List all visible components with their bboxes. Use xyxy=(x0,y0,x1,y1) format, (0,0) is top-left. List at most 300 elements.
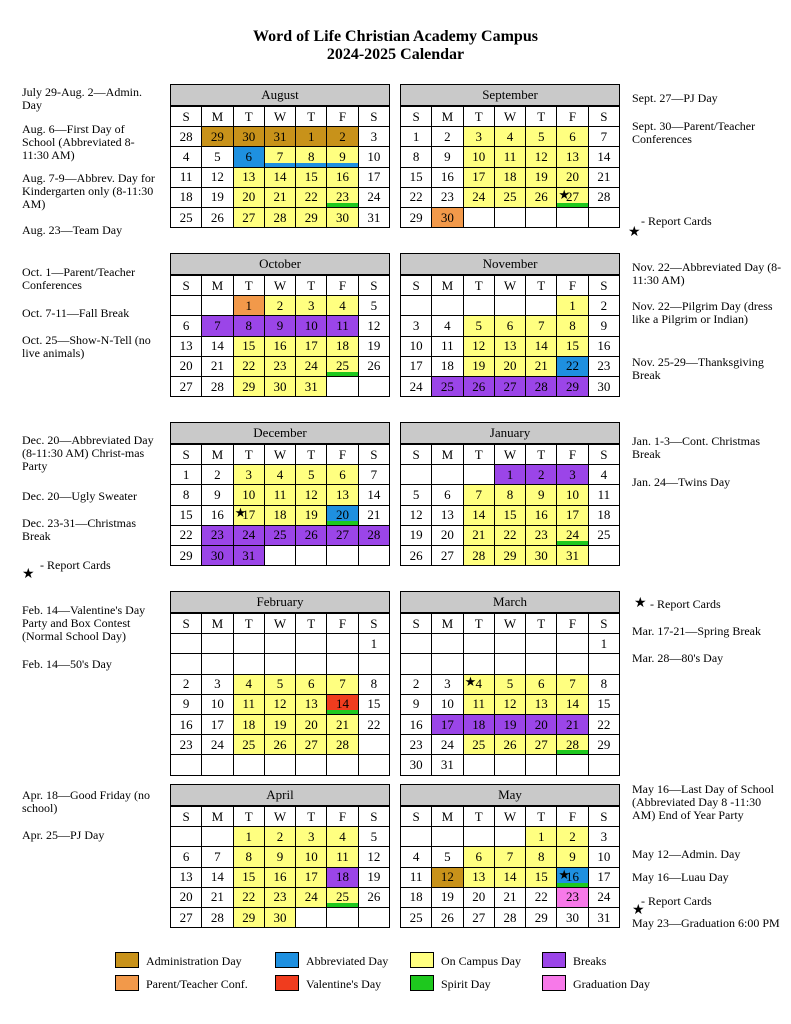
day-cell xyxy=(171,167,202,187)
day-number: 25 xyxy=(179,209,193,225)
day-cell xyxy=(494,827,525,847)
day-number: 17 xyxy=(440,716,454,732)
day-cell xyxy=(463,167,494,187)
day-cell xyxy=(557,207,588,227)
day-cell xyxy=(526,634,557,654)
weekday-label: F xyxy=(557,445,588,465)
day-number: 9 xyxy=(276,317,284,333)
day-cell xyxy=(432,887,463,907)
day-cell xyxy=(358,847,389,867)
day-cell xyxy=(264,127,295,147)
day-cell xyxy=(463,867,494,887)
day-number: 26 xyxy=(409,547,423,563)
day-cell xyxy=(327,316,358,336)
note-dec-abbrev: Dec. 20—Abbreviated Day (8-11:30 AM) Christ-mas Party xyxy=(22,433,154,473)
day-number: 3 xyxy=(370,128,378,144)
day-cell xyxy=(557,127,588,147)
day-cell xyxy=(526,296,557,316)
legend-swatch xyxy=(115,952,139,968)
note-nov-abbrev: Nov. 22—Abbreviated Day (8-11:30 AM) xyxy=(632,260,782,287)
day-cell xyxy=(358,867,389,887)
weekday-label: M xyxy=(432,445,463,465)
day-number: 25 xyxy=(273,527,287,543)
day-number: 10 xyxy=(304,848,318,864)
day-number: 17 xyxy=(367,169,381,185)
day-number: 7 xyxy=(569,676,576,692)
day-cell xyxy=(296,887,327,907)
day-cell xyxy=(327,465,358,485)
day-cell xyxy=(588,735,619,755)
weekday-label: F xyxy=(557,276,588,296)
day-cell xyxy=(327,735,358,755)
month-header: March xyxy=(400,591,620,613)
weekday-label: S xyxy=(171,107,202,127)
week-row xyxy=(401,827,620,847)
legend-label: Abbreviated Day xyxy=(306,954,389,968)
day-cell xyxy=(557,545,588,565)
day-cell xyxy=(202,887,233,907)
week-row xyxy=(171,755,390,775)
day-cell xyxy=(296,867,327,887)
day-cell xyxy=(401,296,432,316)
day-cell xyxy=(171,735,202,755)
day-number: 15 xyxy=(566,338,580,354)
day-cell xyxy=(526,827,557,847)
month-may xyxy=(400,784,620,928)
day-number: 14 xyxy=(210,869,224,885)
weekday-label: F xyxy=(327,276,358,296)
day-number: 28 xyxy=(273,209,287,225)
day-cell xyxy=(401,735,432,755)
weekday-label: T xyxy=(296,807,327,827)
day-cell xyxy=(432,127,463,147)
week-row xyxy=(401,755,620,775)
day-cell xyxy=(264,714,295,734)
day-cell xyxy=(327,356,358,376)
day-cell xyxy=(264,907,295,927)
note-mar-spring: Mar. 17-21—Spring Break xyxy=(632,624,761,638)
month-april xyxy=(170,784,390,928)
day-number: 1 xyxy=(308,128,315,144)
day-number: 2 xyxy=(276,828,284,844)
week-row xyxy=(401,545,620,565)
day-number: 22 xyxy=(179,527,193,543)
note-sep-pj: Sept. 27—PJ Day xyxy=(632,91,718,105)
month-header: October xyxy=(170,253,390,275)
legend-swatch xyxy=(275,952,299,968)
day-cell xyxy=(526,907,557,927)
day-cell xyxy=(202,207,233,227)
day-cell xyxy=(296,847,327,867)
day-cell xyxy=(264,356,295,376)
day-number: 2 xyxy=(538,466,545,482)
day-cell xyxy=(327,376,358,396)
day-number: 28 xyxy=(534,378,548,394)
weekday-label: S xyxy=(358,276,389,296)
day-cell xyxy=(358,714,389,734)
week-row xyxy=(401,654,620,674)
week-row xyxy=(171,376,390,396)
day-cell xyxy=(432,356,463,376)
week-row xyxy=(401,127,620,147)
day-cell xyxy=(432,485,463,505)
week-row xyxy=(171,147,390,167)
day-cell xyxy=(296,376,327,396)
day-cell xyxy=(526,694,557,714)
week-row xyxy=(401,505,620,525)
day-cell xyxy=(463,525,494,545)
weekday-label: T xyxy=(296,614,327,634)
day-cell xyxy=(588,714,619,734)
day-cell xyxy=(463,187,494,207)
day-cell xyxy=(233,505,264,525)
week-row xyxy=(401,316,620,336)
day-cell xyxy=(171,907,202,927)
day-cell xyxy=(233,694,264,714)
week-row xyxy=(401,867,620,887)
weekday-row xyxy=(401,807,620,827)
day-number: 1 xyxy=(538,828,545,844)
day-number: 7 xyxy=(339,676,346,692)
note-oct-ptc: Oct. 1—Parent/Teacher Conferences xyxy=(22,265,136,292)
day-number: 9 xyxy=(339,148,346,164)
day-number: 28 xyxy=(367,527,381,543)
weekday-label: W xyxy=(264,276,295,296)
day-number: 12 xyxy=(440,869,454,885)
day-cell xyxy=(494,296,525,316)
day-cell xyxy=(171,187,202,207)
week-row xyxy=(171,167,390,187)
day-number: 9 xyxy=(538,486,545,502)
note-may-graduation: May 23—Graduation 6:00 PM xyxy=(632,916,780,930)
day-cell xyxy=(401,674,432,694)
day-cell xyxy=(401,887,432,907)
week-row xyxy=(171,827,390,847)
weekday-label: S xyxy=(358,807,389,827)
day-number: 11 xyxy=(336,317,349,333)
weekday-label: T xyxy=(233,807,264,827)
day-number: 8 xyxy=(600,676,608,692)
weekday-label: T xyxy=(526,445,557,465)
day-number: 14 xyxy=(210,338,224,354)
day-number: 23 xyxy=(534,527,548,543)
day-cell xyxy=(494,485,525,505)
day-cell xyxy=(557,887,588,907)
week-row xyxy=(171,296,390,316)
day-number: 5 xyxy=(276,676,284,692)
day-number: 9 xyxy=(569,848,576,864)
day-number: 20 xyxy=(503,358,517,374)
weekday-label: S xyxy=(588,107,619,127)
day-cell xyxy=(588,827,619,847)
day-number: 22 xyxy=(534,889,548,905)
day-cell xyxy=(588,336,619,356)
day-number: 26 xyxy=(503,736,517,752)
day-cell xyxy=(264,634,295,654)
day-number: 15 xyxy=(304,169,318,185)
day-number: 13 xyxy=(503,338,517,354)
weekday-row xyxy=(171,276,390,296)
day-number: 1 xyxy=(370,635,378,651)
day-number: 6 xyxy=(308,676,315,692)
day-cell xyxy=(264,147,295,167)
day-cell xyxy=(264,376,295,396)
day-number: 11 xyxy=(597,486,611,502)
day-number: 27 xyxy=(566,189,580,205)
day-cell xyxy=(358,735,389,755)
day-number: 13 xyxy=(336,486,350,502)
day-number: 20 xyxy=(440,527,454,543)
weekday-label: F xyxy=(327,614,358,634)
day-cell xyxy=(494,127,525,147)
day-cell xyxy=(202,545,233,565)
day-number: 28 xyxy=(210,378,224,394)
day-cell xyxy=(432,465,463,485)
day-cell xyxy=(463,545,494,565)
day-cell xyxy=(296,127,327,147)
day-number: 16 xyxy=(273,869,287,885)
day-number: 18 xyxy=(242,716,256,732)
day-number: 8 xyxy=(245,848,252,864)
day-cell xyxy=(494,336,525,356)
week-row xyxy=(171,847,390,867)
day-number: 28 xyxy=(210,909,224,925)
day-cell xyxy=(327,207,358,227)
day-number: 9 xyxy=(276,848,284,864)
day-cell xyxy=(494,674,525,694)
day-number: 6 xyxy=(245,148,252,164)
week-row xyxy=(171,316,390,336)
day-number: 18 xyxy=(336,338,350,354)
day-number: 2 xyxy=(214,466,221,482)
day-number: 15 xyxy=(242,338,256,354)
day-cell xyxy=(526,336,557,356)
weekday-row xyxy=(401,445,620,465)
day-number: 8 xyxy=(506,486,514,502)
day-cell xyxy=(401,505,432,525)
day-cell xyxy=(557,634,588,654)
day-number: 28 xyxy=(503,909,517,925)
weekday-label: T xyxy=(233,276,264,296)
day-cell xyxy=(494,694,525,714)
day-number: 25 xyxy=(409,909,423,925)
day-cell xyxy=(171,336,202,356)
day-cell xyxy=(494,634,525,654)
weekday-label: S xyxy=(588,276,619,296)
page-title xyxy=(0,28,791,64)
day-cell xyxy=(264,485,295,505)
month-header: November xyxy=(400,253,620,275)
day-cell xyxy=(296,525,327,545)
day-number: 31 xyxy=(440,756,454,772)
day-number: 11 xyxy=(336,848,349,864)
weekday-label: S xyxy=(588,614,619,634)
note-may-last-day: May 16—Last Day of School (Abbreviated Day 8 -11:30 AM) End of Year Party xyxy=(632,782,774,822)
legend-label: Breaks xyxy=(573,954,607,968)
day-cell xyxy=(327,127,358,147)
day-number: 24 xyxy=(304,358,318,374)
day-number: 19 xyxy=(409,527,423,543)
day-cell xyxy=(588,376,619,396)
day-cell xyxy=(233,465,264,485)
day-cell xyxy=(588,207,619,227)
day-number: 4 xyxy=(475,676,482,692)
week-row xyxy=(171,887,390,907)
day-number: 26 xyxy=(367,889,381,905)
day-cell xyxy=(432,827,463,847)
day-cell xyxy=(296,827,327,847)
day-number: 1 xyxy=(600,635,608,651)
day-cell xyxy=(526,867,557,887)
weekday-label: S xyxy=(171,807,202,827)
day-number: 10 xyxy=(242,486,256,502)
day-number: 23 xyxy=(273,889,287,905)
day-number: 2 xyxy=(276,297,284,313)
month-november xyxy=(400,253,620,397)
weekday-label: M xyxy=(432,614,463,634)
day-number: 30 xyxy=(534,547,548,563)
day-cell xyxy=(171,867,202,887)
day-cell xyxy=(526,127,557,147)
day-number: 4 xyxy=(245,676,252,692)
day-cell xyxy=(463,887,494,907)
day-cell xyxy=(296,336,327,356)
day-number: 20 xyxy=(472,889,486,905)
day-cell xyxy=(463,127,494,147)
day-cell xyxy=(401,485,432,505)
weekday-label: T xyxy=(526,276,557,296)
day-cell xyxy=(526,187,557,207)
note-jan-break: Jan. 1-3—Cont. Christmas Break xyxy=(632,434,760,461)
day-number: 19 xyxy=(534,169,548,185)
weekday-label: S xyxy=(401,107,432,127)
day-number: 28 xyxy=(597,189,611,205)
day-number: 29 xyxy=(210,128,224,144)
day-cell xyxy=(526,465,557,485)
month-grid xyxy=(170,106,390,228)
day-cell xyxy=(171,207,202,227)
note-dec-report: - Report Cards xyxy=(40,558,111,572)
day-cell xyxy=(463,465,494,485)
day-cell xyxy=(432,755,463,775)
month-grid xyxy=(400,106,620,228)
day-number: 9 xyxy=(182,696,190,712)
day-number: 21 xyxy=(336,716,350,732)
note-aug-first-day: Aug. 6—First Day of School (Abbreviated 8-11:30 AM) xyxy=(22,122,135,162)
day-number: 6 xyxy=(182,317,190,333)
day-cell xyxy=(202,296,233,316)
weekday-row xyxy=(401,614,620,634)
day-cell xyxy=(588,147,619,167)
day-number: 18 xyxy=(597,507,611,523)
day-number: 21 xyxy=(472,527,486,543)
star-icon: ★ xyxy=(632,903,645,918)
day-cell xyxy=(202,755,233,775)
day-number: 20 xyxy=(304,716,318,732)
weekday-label: T xyxy=(233,445,264,465)
day-number: 30 xyxy=(273,909,287,925)
week-row xyxy=(171,634,390,654)
weekday-label: F xyxy=(327,807,358,827)
day-cell xyxy=(588,316,619,336)
day-cell xyxy=(327,654,358,674)
day-cell xyxy=(171,356,202,376)
day-cell xyxy=(202,654,233,674)
day-number: 31 xyxy=(304,378,318,394)
weekday-label: W xyxy=(494,445,525,465)
weekday-label: T xyxy=(296,107,327,127)
day-number: 17 xyxy=(566,507,580,523)
week-row xyxy=(401,907,620,927)
day-cell xyxy=(296,674,327,694)
day-number: 3 xyxy=(475,128,482,144)
week-row xyxy=(401,714,620,734)
day-cell xyxy=(171,485,202,505)
legend-swatch xyxy=(115,975,139,991)
day-number: 28 xyxy=(472,547,486,563)
note-aug-abbrev: Aug. 7-9—Abbrev. Day for Kindergarten only (8-11:30 AM) xyxy=(22,171,155,211)
day-cell xyxy=(202,187,233,207)
day-cell xyxy=(557,735,588,755)
day-cell xyxy=(526,545,557,565)
day-number: 3 xyxy=(214,676,221,692)
day-number: 31 xyxy=(597,909,611,925)
day-number: 1 xyxy=(182,466,190,482)
day-number: 11 xyxy=(409,869,423,885)
day-cell xyxy=(401,465,432,485)
day-cell xyxy=(358,545,389,565)
day-number: 1 xyxy=(245,828,252,844)
day-cell xyxy=(358,127,389,147)
day-cell xyxy=(401,525,432,545)
day-number: 4 xyxy=(339,828,346,844)
day-cell xyxy=(264,847,295,867)
day-number: 7 xyxy=(506,848,514,864)
week-row xyxy=(401,634,620,654)
month-header: December xyxy=(170,422,390,444)
week-row xyxy=(171,356,390,376)
day-cell xyxy=(171,316,202,336)
title-line-2: 2024-2025 Calendar xyxy=(326,46,465,63)
day-cell xyxy=(463,694,494,714)
day-number: 13 xyxy=(304,696,318,712)
day-cell xyxy=(432,336,463,356)
day-number: 19 xyxy=(440,889,454,905)
weekday-label: T xyxy=(463,807,494,827)
day-number: 5 xyxy=(370,828,378,844)
day-cell xyxy=(171,887,202,907)
weekday-label: F xyxy=(327,107,358,127)
day-cell xyxy=(327,674,358,694)
day-cell xyxy=(233,714,264,734)
day-number: 16 xyxy=(566,869,580,885)
day-cell xyxy=(588,907,619,927)
day-cell xyxy=(401,127,432,147)
day-cell xyxy=(401,316,432,336)
day-number: 18 xyxy=(336,869,350,885)
day-number: 10 xyxy=(597,848,611,864)
weekday-label: S xyxy=(401,807,432,827)
day-number: 6 xyxy=(182,848,190,864)
day-number: 14 xyxy=(472,507,486,523)
day-number: 6 xyxy=(475,848,482,864)
day-number: 16 xyxy=(409,716,423,732)
note-dec-ugly: Dec. 20—Ugly Sweater xyxy=(22,489,137,503)
day-number: 27 xyxy=(440,547,454,563)
star-icon: ★ xyxy=(558,866,571,882)
day-number: 13 xyxy=(534,696,548,712)
day-number: 8 xyxy=(182,486,190,502)
